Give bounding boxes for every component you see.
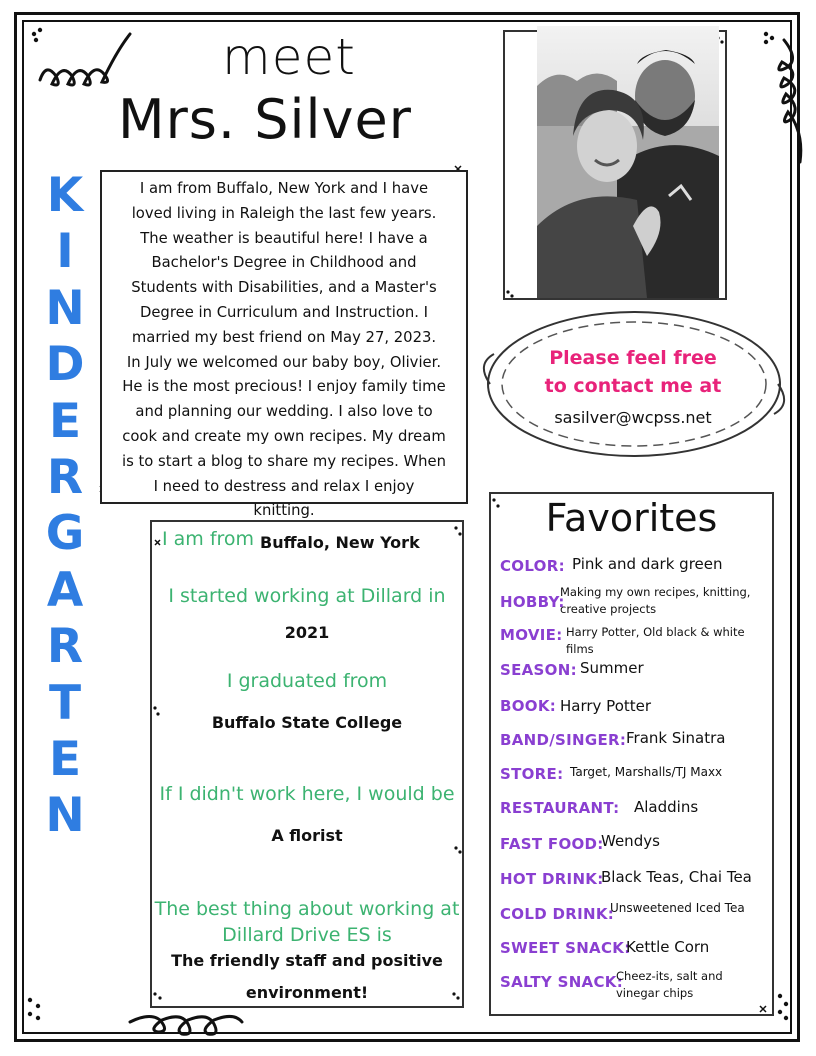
kinder-letter: R: [46, 619, 84, 675]
kinder-letter: A: [46, 562, 84, 618]
fav-value-color: Pink and dark green: [572, 555, 723, 573]
fav-value-season: Summer: [580, 659, 644, 677]
grad-value: Buffalo State College: [211, 713, 403, 732]
fav-label-movie: MOVIE:: [500, 626, 563, 644]
from-label: I am from: [162, 528, 255, 550]
kinder-letter: K: [46, 168, 84, 223]
meet-heading: meet: [222, 28, 356, 86]
fav-value-restaurant: Aladdins: [634, 798, 699, 816]
bio-line: knitting.: [253, 502, 315, 520]
fav-label-store: STORE:: [500, 765, 564, 783]
best-thing-value-2: environment!: [245, 983, 369, 1002]
bio-line: I am from Buffalo, New York and I have: [139, 180, 429, 197]
contact-heading: [520, 344, 746, 400]
kindergarten-vertical-title: [40, 168, 90, 845]
contact-email-link[interactable]: sasilver@wcpss.net: [554, 408, 712, 427]
bio-line: Bachelor's Degree in Childhood and: [151, 254, 417, 272]
fav-value-hobby: Making my own recipes, knitting, creative projects: [560, 585, 751, 616]
started-label: I started working at Dillard in: [168, 585, 446, 607]
fav-label-restaurant: RESTAURANT:: [500, 799, 620, 817]
kinder-letter: E: [48, 731, 82, 787]
fav-label-season: SEASON:: [500, 661, 577, 679]
grad-label: I graduated from: [226, 670, 388, 692]
kinder-letter: E: [48, 393, 82, 449]
best-thing-value-1: The friendly staff and positive: [171, 951, 443, 970]
best-thing-label-2: Dillard Drive ES is: [222, 924, 392, 946]
best-thing-label-1: The best thing about working at: [154, 898, 460, 920]
bio-line: Degree in Curriculum and Instruction. I: [139, 303, 429, 321]
fav-label-book: BOOK:: [500, 697, 557, 715]
alt-career-label: If I didn't work here, I would be: [159, 783, 455, 805]
bio-line: cook and create my own recipes. My dream: [122, 427, 446, 445]
kinder-letter: N: [45, 788, 85, 844]
kinder-letter: R: [46, 449, 84, 505]
couple-photo-icon: [537, 26, 719, 298]
kinder-letter: I: [56, 224, 74, 280]
bio-box: [100, 170, 468, 520]
bio-line: loved living in Raleigh the last few years.: [131, 204, 437, 222]
fav-label-color: COLOR:: [500, 557, 565, 575]
started-value: 2021: [284, 623, 330, 642]
bio-line: In July we welcomed our baby boy, Olivier.: [126, 353, 442, 371]
fav-label-band: BAND/SINGER:: [500, 731, 627, 749]
fav-value-store: Target, Marshalls/TJ Maxx: [570, 765, 723, 779]
kinder-letter: G: [45, 506, 85, 562]
fav-value-book: Harry Potter: [560, 697, 652, 715]
fav-value-salty-snack: Cheez-its, salt and vinegar chips: [616, 969, 723, 1000]
bio-line: and planning our wedding. I also love to: [135, 403, 433, 421]
kinder-letter: D: [45, 337, 85, 393]
bio-line: Students with Disabilities, and a Master's: [131, 279, 437, 297]
fav-label-salty-snack: SALTY SNACK:: [500, 973, 623, 991]
alt-career-value: A florist: [271, 826, 343, 845]
bio-line: I need to destress and relax I enjoy: [153, 477, 415, 495]
fav-label-hot-drink: HOT DRINK:: [500, 870, 604, 888]
teacher-name: Mrs. Silver: [118, 88, 412, 151]
fav-label-sweet-snack: SWEET SNACK:: [500, 939, 631, 957]
fav-label-cold-drink: COLD DRINK:: [500, 905, 615, 923]
bio-line: He is the most precious! I enjoy family time: [122, 378, 446, 396]
contact-heading-line: to contact me at: [544, 375, 722, 397]
fav-value-band: Frank Sinatra: [626, 729, 726, 747]
fav-value-cold-drink: Unsweetened Iced Tea: [610, 901, 745, 915]
bio-line: The weather is beautiful here! I have a: [140, 229, 428, 247]
fav-value-sweet-snack: Kettle Corn: [626, 938, 710, 956]
contact-heading-line: Please feel free: [549, 347, 717, 369]
fav-label-fast-food: FAST FOOD:: [500, 835, 604, 853]
bio-line: is to start a blog to share my recipes. When: [121, 452, 447, 470]
fav-value-hot-drink: Black Teas, Chai Tea: [601, 868, 752, 886]
favorites-title: Favorites: [545, 496, 718, 540]
fav-label-hobby: HOBBY:: [500, 593, 565, 611]
fav-value-fast-food: Wendys: [601, 832, 660, 850]
from-value: Buffalo, New York: [260, 533, 420, 552]
bio-line: married my best friend on May 27, 2023.: [131, 328, 437, 346]
kinder-letter: N: [45, 280, 85, 336]
kinder-letter: T: [48, 675, 82, 731]
fav-value-movie: Harry Potter, Old black & white films: [566, 625, 745, 656]
